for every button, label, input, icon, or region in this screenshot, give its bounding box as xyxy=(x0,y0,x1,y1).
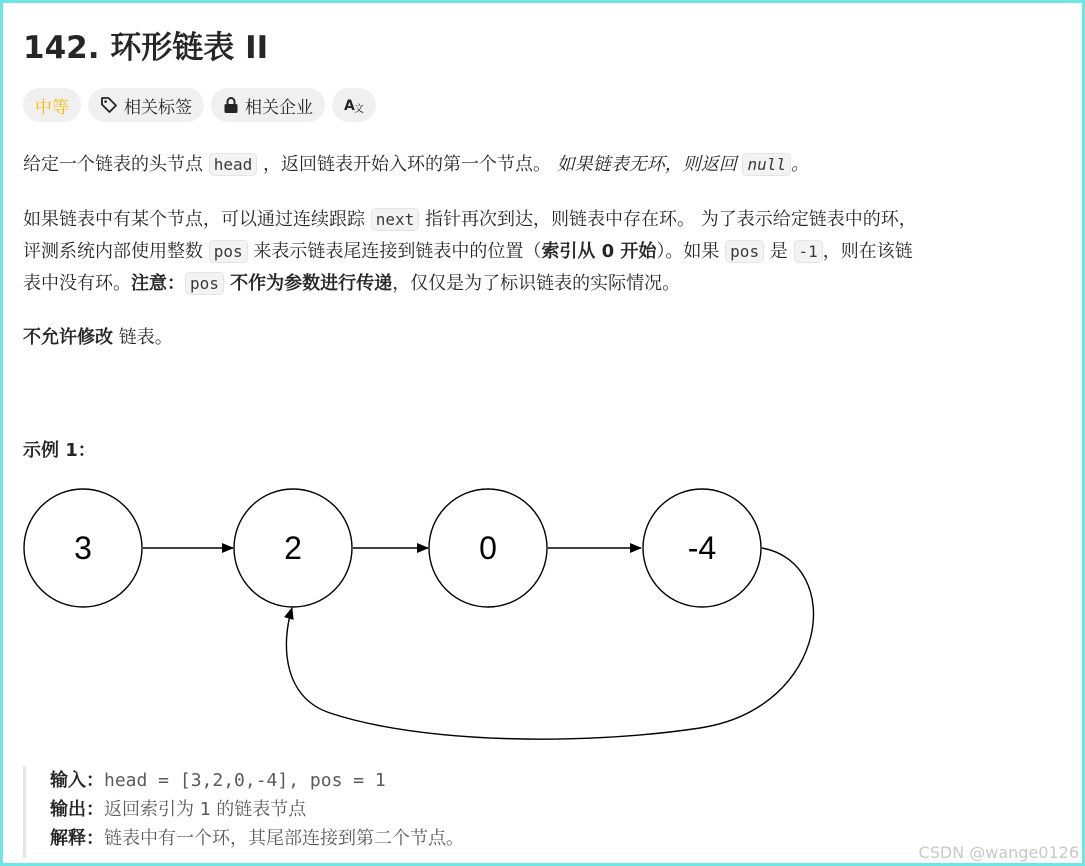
text: ，则在该链 xyxy=(822,241,913,262)
input-label: 输入： xyxy=(50,770,104,791)
example-output xyxy=(50,795,583,824)
bold-text: 注意： xyxy=(131,273,185,294)
translate-button[interactable] xyxy=(332,88,376,122)
related-companies-label: 相关企业 xyxy=(245,97,313,118)
text: 如果链表中有某个节点，可以通过连续跟踪 xyxy=(23,209,371,230)
output-label: 输出： xyxy=(50,799,104,820)
italic-text: 。 xyxy=(790,154,809,175)
inline-code-pos: pos xyxy=(209,240,248,263)
node-value: 2 xyxy=(284,530,302,566)
related-topics-label: 相关标签 xyxy=(124,97,192,118)
inline-code-pos: pos xyxy=(185,272,224,295)
inline-code-null: null xyxy=(742,153,791,176)
example-block xyxy=(23,766,583,858)
input-value: head = [3,2,0,-4], pos = 1 xyxy=(104,770,386,791)
output-value-code: 1 xyxy=(199,799,211,820)
text: ，仅仅是为了标识链表的实际情况。 xyxy=(392,273,681,294)
text: 来表示链表尾连接到链表中的位置（ xyxy=(247,241,542,262)
related-companies-button[interactable] xyxy=(211,88,325,122)
output-value: 的链表节点 xyxy=(210,799,307,820)
bold-text: 不作为参数进行传递 xyxy=(223,273,393,294)
text: ）。如果 xyxy=(656,241,726,262)
related-topics-button[interactable] xyxy=(88,88,204,122)
text: 是 xyxy=(764,241,794,262)
example-title: 示例 1： xyxy=(23,440,96,461)
node-value: -4 xyxy=(687,530,717,566)
paragraph-cycle-line2 xyxy=(23,236,913,268)
text: 指针再次到达，则链表中存在环。 为了表示给定链表中的环， xyxy=(419,209,917,230)
output-value: 返回索引为 xyxy=(104,799,200,820)
problem-title: 142. 环形链表 II xyxy=(23,30,269,66)
node-value: 0 xyxy=(479,530,497,566)
text: ，返回链表开始入环的第一个节点。 xyxy=(257,154,557,175)
text: 评测系统内部使用整数 xyxy=(23,241,209,262)
inline-code-next: next xyxy=(371,208,420,231)
example-explanation xyxy=(50,824,583,853)
translate-icon xyxy=(344,96,364,114)
text: 表中没有环。 xyxy=(23,273,131,294)
inline-code-head: head xyxy=(209,153,258,176)
paragraph-no-modify xyxy=(23,322,173,354)
paragraph-intro xyxy=(23,149,809,181)
text: 链表。 xyxy=(113,327,173,348)
svg-text:文: 文 xyxy=(354,104,364,114)
bold-text: 索引从 0 开始 xyxy=(541,241,657,262)
difficulty-label: 中等 xyxy=(35,97,69,118)
svg-text:A: A xyxy=(344,98,355,114)
linked-list-diagram xyxy=(0,478,840,748)
inline-code-pos: pos xyxy=(725,240,764,263)
inline-code-minus-one: -1 xyxy=(794,240,823,263)
paragraph-cycle-line1 xyxy=(23,204,917,236)
csdn-watermark: CSDN @wange0126 xyxy=(918,843,1079,862)
text: 给定一个链表的头节点 xyxy=(23,154,209,175)
lock-icon xyxy=(223,96,239,114)
tag-icon xyxy=(100,96,118,114)
difficulty-badge[interactable] xyxy=(23,88,81,122)
example-input xyxy=(50,766,583,795)
explanation-label: 解释： xyxy=(50,828,104,849)
italic-text: 如果链表无环，则返回 xyxy=(556,154,743,175)
bold-text: 不允许修改 xyxy=(23,327,113,348)
explanation-value: 链表中有一个环，其尾部连接到第二个节点。 xyxy=(104,828,464,849)
paragraph-cycle-line3 xyxy=(23,268,680,300)
tag-bar xyxy=(23,88,376,122)
node-value: 3 xyxy=(74,530,92,566)
